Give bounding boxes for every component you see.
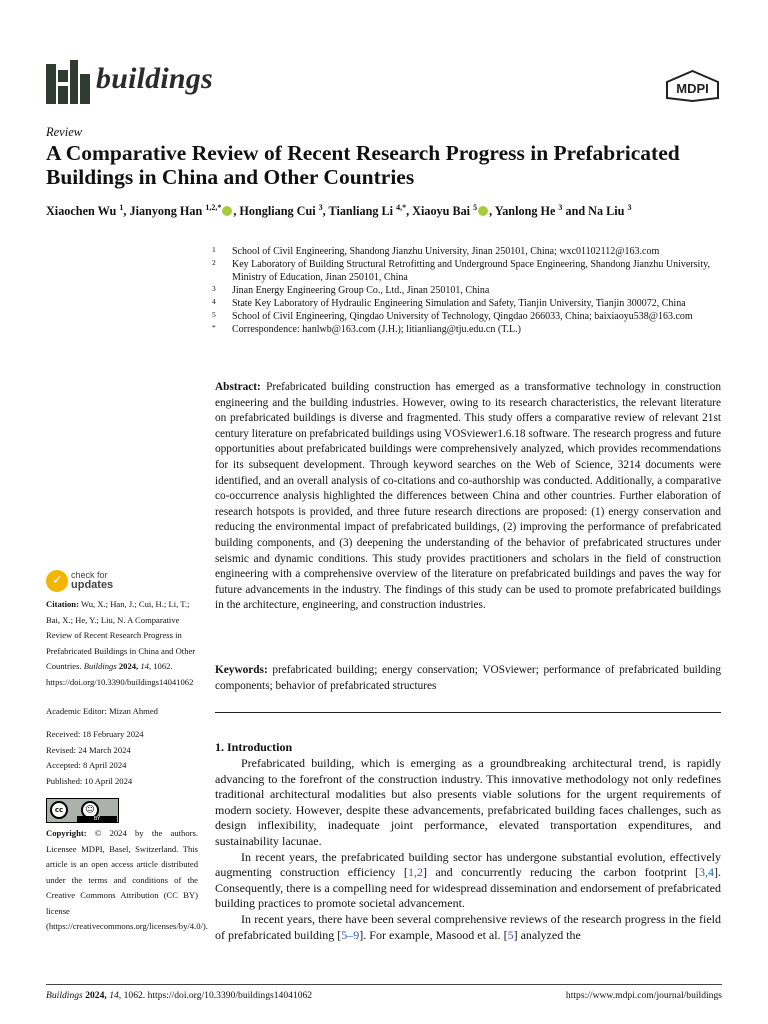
paper-title: A Comparative Review of Recent Research Progress in Prefabricated Buildings in China and Other Countries [46,141,680,189]
date-item: Accepted: 8 April 2024 [46,760,127,770]
paragraph-2: In recent years, the prefabricated building sector has undergone substantial evolution, effectively augmenting construction efficiency [1,2] and concurrently reducing the carbon footprint [3,4]. Consequently, there is a compelling need for widespread dissemination and endorsement of prefabricated building practices to promote societal advancement. [215,849,722,911]
section-divider [215,712,721,713]
footer-journal: Buildings [46,990,83,1001]
abstract-label: Abstract: [215,381,261,393]
author-name[interactable]: Hongliang Cui [239,204,319,219]
author-affiliation-marker: 3 [318,203,323,212]
author-affiliation-marker: 3 [558,203,563,212]
affiliation-marker: * [212,323,216,332]
affiliation-item [212,245,732,258]
author-list: Xiaochen Wu $^1$, Jianyong Han $^{1,2,*}$ , Hongliang Cui $^3$, Tianliang Li $^{4,*}$, Xiaoyu Bai $^5$ , Yanlong He $^3$ and Na Liu $^3$ [46,203,632,219]
orcid-icon[interactable] [222,206,232,216]
citation-volume: 14, [140,661,152,671]
author-affiliation-marker: 5 [473,203,478,212]
author-name[interactable]: Yanlong He [494,204,559,219]
affiliation-marker: 3 [212,284,216,293]
affiliation-item [212,297,732,310]
date-item: Received: 18 February 2024 [46,729,144,739]
academic-editor: Academic Editor: Mizan Ahmed [46,706,158,716]
author-name[interactable]: Xiaoyu Bai [412,204,474,219]
author-affiliation-marker: 1,2,* [205,203,222,212]
affiliation-text: State Key Laboratory of Hydraulic Engineering Simulation and Safety, Tianjin University, Tianjin 300072, China [232,298,686,309]
paragraph-3: In recent years, there have been several comprehensive reviews of the research progress in the field of prefabricated building [5–9]. For example, Masood et al. [5] analyzed the [215,911,721,942]
publication-dates [46,727,198,789]
reference-link[interactable]: 5–9 [341,927,360,942]
section-body [215,756,721,943]
section-heading: 1. Introduction [215,740,293,754]
by-label: BY [77,816,117,822]
affiliation-text: School of Civil Engineering, Qingdao University of Technology, Qingdao 266033, China; baixiaoyu538@163.com [232,311,693,322]
reference-link[interactable]: 3,4 [699,865,715,880]
footer-citation [46,990,312,1001]
footer-journal-url[interactable]: https://www.mdpi.com/journal/buildings [565,990,722,1001]
cc-icon: cc [50,801,68,819]
check-updates-line1: check for [71,570,108,580]
affiliation-item [212,284,732,297]
affiliation-item [212,258,732,284]
check-updates-icon: ✓ [46,570,68,592]
copyright-label: Copyright: [46,828,87,838]
affiliation-text: School of Civil Engineering, Shandong Jianzhu University, Jinan 250101, China; wxc01102112@163.com [232,246,660,257]
author-name[interactable]: Tianliang Li [328,204,397,219]
date-item: Published: 10 April 2024 [46,775,133,786]
citation-text: Wu, X.; Han, J.; Cui, H.; Li, T.; Bai, X.; He, Y.; Liu, N. A Comparative Review of Recent Research Progress in Prefabricated Buildings in China and Other Countries. [46,599,196,671]
affiliation-marker: 5 [212,310,216,319]
abstract-text: Prefabricated building construction has emerged as a transformative technology in construction engineering and the building industries. However, owing to its research characteristics, the relevant literature on prefabricated buildings is diverse and fragmented. This study offers a comparative review of relevant 21st century literature on prefabricated buildings using VOSviewer1.6.18 software. The research progress and future opportunities about prefabricated buildings were comprehensively analyzed, which provides recommendations for its subsequent development. Through keyword searches on the Web of Science, 3214 documents were identified, and an overall analysis of co-citations and co-authorship was conducted. Additionally, a comparative co-occurrence analysis highlighted the differences between China and other countries. Further elaboration of research hotspots is provided, and three future research directions are proposed: (1) energy conservation and reducing the environmental impact of prefabricated buildings, (2) improving the performance of prefabricated building components, and (3) deepening the understanding of the behavior of prefabricated structures under seismic and dynamic conditions. This study provides practitioners and scholars in the field of construction engineering with a comprehensive overview of the literature on prefabricated buildings and paves the way for future advancements in the industry. The findings of this study can be used to promote prefabricated buildings in the architecture, engineering, and construction industries. [215,381,722,612]
author-name[interactable]: Xiaochen Wu [46,204,120,219]
affiliation-marker: 2 [212,258,216,267]
check-updates-line2: updates [71,579,114,591]
affiliation-marker: 4 [212,297,216,306]
author-name[interactable]: Jianyong Han [129,204,206,219]
author-affiliation-marker: 4,* [396,203,407,212]
mdpi-logo-icon[interactable] [665,70,720,102]
affiliation-text: Key Laboratory of Building Structural Retrofitting and Underground Space Engineering, Shandong Jianzhu University, Ministry of Education, Jinan 250101, China [232,259,710,283]
author-name[interactable]: Na Liu [588,204,628,219]
date-item: Revised: 24 March 2024 [46,744,131,755]
footer-doi[interactable]: 1062. https://doi.org/10.3390/buildings14041062 [123,990,313,1001]
affiliation-marker: 1 [212,245,216,254]
affiliations [212,245,732,336]
citation-label: Citation: [46,599,79,609]
check-for-updates-button[interactable] [46,570,146,594]
footer-divider [46,984,722,985]
paragraph-1: Prefabricated building, which is emerging as a groundbreaking architectural trend, is rapidly advancing to the forefront of the construction industry. This innovative methodology not only redefines traditional architectural modalities but also presents viable solutions for the urgent requirements of modern society. However, despite these advancements, prefabricated building faces challenges, such as design inflexibility, inadequate joint performance, elevated transportation expenditures, and sustainability lacunae. [215,756,721,848]
citation-block [46,597,198,690]
citation-year: 2024, [118,661,139,671]
copyright-notice [46,826,208,935]
journal-name: buildings [96,62,213,95]
buildings-logo-icon [46,60,90,104]
keywords [215,663,721,694]
author-affiliation-marker: 1 [119,203,124,212]
article-type: Review [46,125,83,139]
reference-link[interactable]: 5 [507,927,514,942]
author-affiliation-marker: 3 [627,203,632,212]
abstract [215,380,721,614]
affiliation-text: Jinan Energy Engineering Group Co., Ltd., Jinan 250101, China [232,285,490,296]
keywords-label: Keywords: [215,664,268,676]
cc-by-license-icon[interactable] [46,798,119,823]
person-icon: ☺ [81,801,99,819]
publisher-label: MDPI [676,81,709,96]
footer-volume: 14, [109,990,122,1001]
footer-year: 2024, [85,990,107,1001]
affiliation-item [212,310,732,323]
copyright-text: © 2024 by the authors. Licensee MDPI, Basel, Switzerland. This article is an open access article distributed under the terms and conditions of the Creative Commons Attribution (CC BY) license (https://creativecommons.org/licenses/by/4.0/). [46,828,208,931]
affiliation-item [212,323,732,336]
orcid-icon[interactable] [478,206,488,216]
citation-journal: Buildings [83,661,117,671]
affiliation-text: Correspondence: hanlwb@163.com (J.H.); litianliang@tju.edu.cn (T.L.) [232,324,521,335]
reference-link[interactable]: 1,2 [407,865,423,880]
keywords-text: prefabricated building; energy conservation; VOSviewer; performance of prefabricated building components; behavior of prefabricated structures [215,664,722,692]
citation-doi[interactable]: 1062. https://doi.org/10.3390/buildings14041062 [46,661,194,687]
